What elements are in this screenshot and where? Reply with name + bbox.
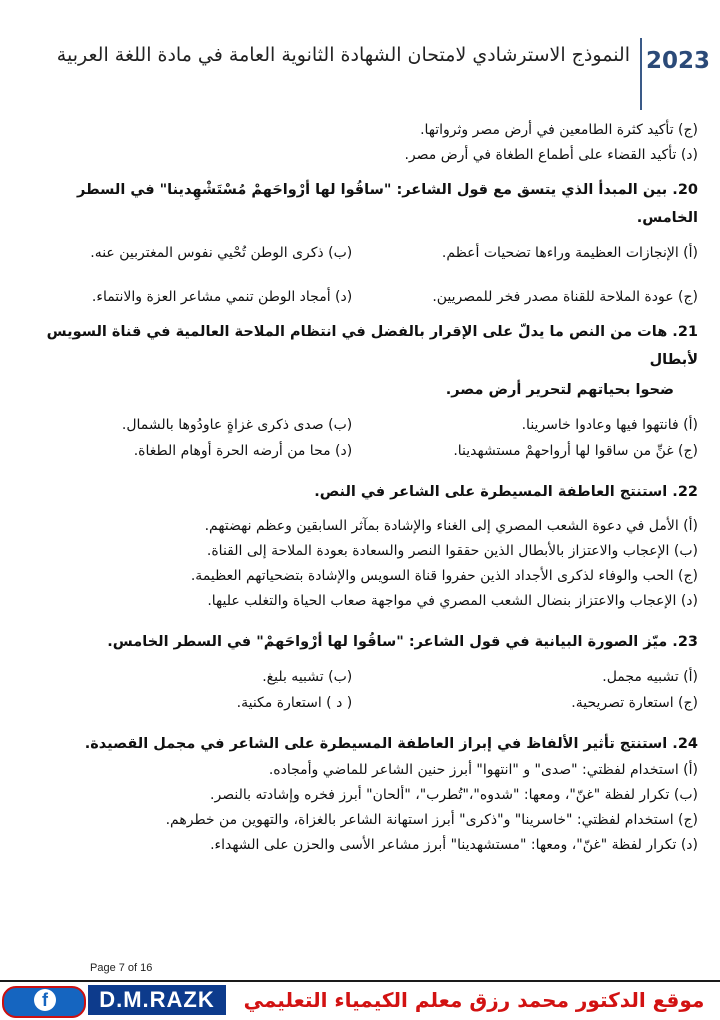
q21-option-b[interactable]: (ب) صدى ذكرى غزاةٍ عاودُوها بالشمال. xyxy=(121,417,353,433)
q20-option-c[interactable]: (ج) عودة الملاحة للقناة مصدر فخر للمصريين. xyxy=(432,289,698,305)
question-22: 22. استنتج العاطفة المسيطرة على الشاعر في النص. xyxy=(314,484,698,500)
prev-option-c: (ج) تأكيد كثرة الطامعين في أرض مصر وثرواتها. xyxy=(420,122,698,138)
question-23: 23. ميّز الصورة البيانية في قول الشاعر: "ساقُوا لها أرْواحَهمْ" في السطر الخامس. xyxy=(107,634,698,650)
page-number: Page 7 of 16 xyxy=(90,962,153,974)
q23-option-b[interactable]: (ب) تشبيه بليغ. xyxy=(262,669,353,685)
facebook-icon[interactable] xyxy=(2,986,86,1018)
prev-option-d: (د) تأكيد القضاء على أطماع الطغاة في أرض مصر. xyxy=(404,147,698,163)
q24-option-c[interactable]: (ج) استخدام لفظتي: "خاسرينا" و"ذكرى" أبرز استهانة الشاعر بالغزاة، والتهوين من خطرهم. xyxy=(165,812,698,828)
q21-option-d[interactable]: (د) محا من أرضه الحرة أوهام الطغاة. xyxy=(133,443,353,459)
q22-option-d[interactable]: (د) الإعجاب والاعتزاز بنضال الشعب المصري في مواجهة صعاب الحياة والتغلب عليها. xyxy=(207,593,698,609)
q20-option-d[interactable]: (د) أمجاد الوطن تنمي مشاعر العزة والانتماء. xyxy=(91,289,353,305)
q24-option-b[interactable]: (ب) تكرار لفظة "غنّ"، ومعها: "شدوه"،"تُطرب"، "ألحان" أبرز فخره وإشادته بالنصر. xyxy=(210,787,698,803)
q22-option-b[interactable]: (ب) الإعجاب والاعتزاز بالأبطال الذين حققوا النصر والسعادة بعودة الملاحة إلى القناة. xyxy=(206,543,698,559)
header-title: النموذج الاسترشادي لامتحان الشهادة الثانوية العامة في مادة اللغة العربية xyxy=(56,44,630,66)
q23-option-c[interactable]: (ج) استعارة تصريحية. xyxy=(571,695,698,711)
question-24: 24. استنتج تأثير الألفاظ في إبراز العاطفة المسيطرة على الشاعر في مجمل القصيدة. xyxy=(84,736,698,752)
q23-option-d[interactable]: ( د ) استعارة مكنية. xyxy=(236,695,353,711)
q23-row-2 xyxy=(20,690,698,716)
page-content xyxy=(20,118,698,858)
q21-row-2 xyxy=(20,438,698,464)
page-header xyxy=(18,38,711,112)
site-name: موقع الدكتور محمد رزق معلم الكيمياء التعليمي xyxy=(243,988,705,1012)
question-21-cont: ضحوا بحياتهم لتحرير أرض مصر. xyxy=(445,382,674,398)
q20-row-2 xyxy=(20,284,698,310)
question-20: 20. بين المبدأ الذي يتسق مع قول الشاعر: "ساقُوا لها أرْواحَهمْ مُسْتَشْهِدينا" في السطر الخامس. xyxy=(77,182,698,226)
brand-label: D.M.RAZK xyxy=(88,985,226,1015)
q24-option-d[interactable]: (د) تكرار لفظة "غنّ"، ومعها: "مستشهدينا" أبرز مشاعر الأسى والحزن على الشهداء. xyxy=(210,837,698,853)
footer-banner xyxy=(0,980,720,1020)
q22-option-a[interactable]: (أ) الأمل في دعوة الشعب المصري إلى الغناء والإشادة بمآثر السابقين وعظم نهضتهم. xyxy=(204,518,698,534)
q23-option-a[interactable]: (أ) تشبيه مجمل. xyxy=(602,669,698,685)
q24-option-a[interactable]: (أ) استخدام لفظتي: "صدى" و "انتهوا" أبرز حنين الشاعر للماضي وأمجاده. xyxy=(268,762,698,778)
q22-option-c[interactable]: (ج) الحب والوفاء لذكرى الأجداد الذين حفروا قناة السويس والإشادة بتضحياتهم العظيمة. xyxy=(190,568,698,584)
q23-row-1 xyxy=(20,664,698,690)
q21-row-1 xyxy=(20,412,698,438)
q20-option-a[interactable]: (أ) الإنجازات العظيمة وراءها تضحيات أعظم. xyxy=(441,245,698,261)
header-divider xyxy=(640,38,642,110)
q20-row-1 xyxy=(20,240,698,266)
facebook-f-glyph: f xyxy=(34,989,56,1011)
question-21: 21. هات من النص ما يدلّ على الإقرار بالفضل في انتظام الملاحة العالمية في قناة السويس لأبطال xyxy=(46,324,698,368)
header-year: 2023 xyxy=(646,48,711,74)
q21-option-c[interactable]: (ج) غنِّ من ساقوا لها أرواحهمْ مستشهدينا. xyxy=(453,443,698,459)
q20-option-b[interactable]: (ب) ذكرى الوطن تُحْيي نفوس المغتربين عنه. xyxy=(90,245,353,261)
q21-option-a[interactable]: (أ) فانتهوا فيها وعادوا خاسرينا. xyxy=(521,417,698,433)
